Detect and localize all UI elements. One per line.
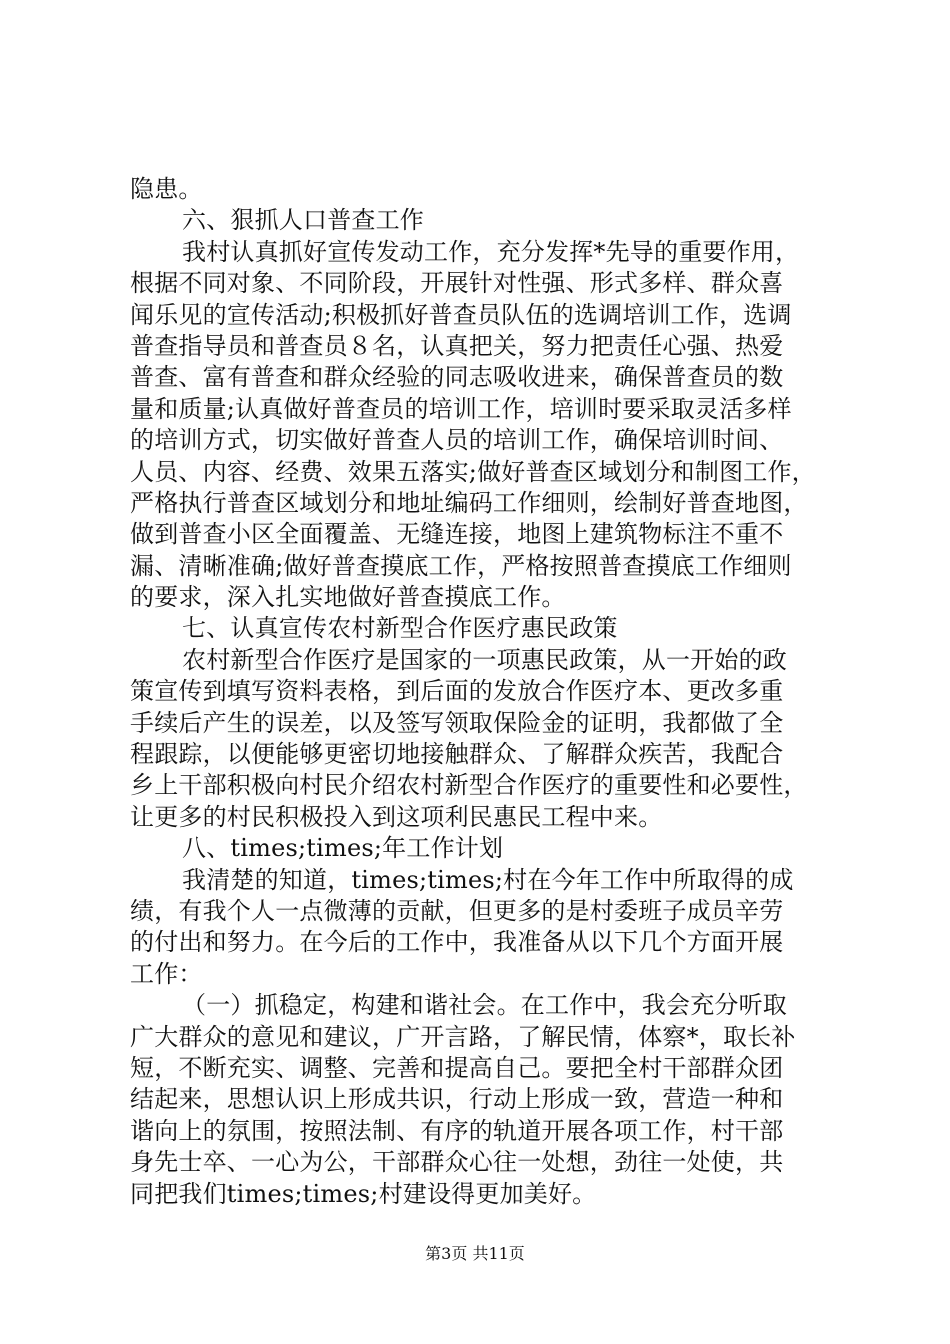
text-line: 策宣传到填写资料表格，到后面的发放合作医疗本、更改多重 (130, 677, 784, 706)
text-line: 结起来，思想认识上形成共识，行动上形成一致，营造一种和 (130, 1085, 784, 1114)
text-line: 我清楚的知道，times;times;村在今年工作中所取得的成 (182, 865, 794, 894)
text-line: 普查、富有普查和群众经验的同志吸收进来，确保普查员的数 (130, 363, 784, 392)
text-line: 漏、清晰准确;做好普查摸底工作，严格按照普查摸底工作细则 (130, 551, 792, 580)
text-line: 身先士卒、一心为公，干部群众心往一处想，劲往一处使，共 (130, 1148, 784, 1177)
text-line: 农村新型合作医疗是国家的一项惠民政策，从一开始的政 (182, 645, 787, 674)
text-line: 谐向上的氛围，按照法制、有序的轨道开展各项工作，村干部 (130, 1116, 784, 1145)
text-line: 普查指导员和普查员８名，认真把关，努力把责任心强、热爱 (130, 331, 784, 360)
text-line: 的培训方式，切实做好普查人员的培训工作，确保培训时间、 (130, 426, 784, 455)
section-heading: 六、狠抓人口普查工作 (182, 206, 424, 235)
text-line: 根据不同对象、不同阶段，开展针对性强、形式多样、群众喜 (130, 269, 784, 298)
text-line: 的付出和努力。在今后的工作中，我准备从以下几个方面开展 (130, 928, 784, 957)
text-line: 人员、内容、经费、效果五落实;做好普查区域划分和制图工作， (130, 457, 816, 486)
document-body (130, 174, 850, 1210)
text-line: 量和质量;认真做好普查员的培训工作，培训时要采取灵活多样 (130, 394, 792, 423)
text-line: 程跟踪，以便能够更密切地接触群众、了解群众疾苦，我配合 (130, 740, 784, 769)
text-line: 让更多的村民积极投入到这项利民惠民工程中来。 (130, 802, 663, 831)
text-line: 手续后产生的误差，以及签写领取保险金的证明，我都做了全 (130, 708, 784, 737)
text-line: 同把我们times;times;村建设得更加美好。 (130, 1179, 597, 1208)
text-line: 闻乐见的宣传活动;积极抓好普查员队伍的选调培训工作，选调 (130, 300, 792, 329)
text-line: 严格执行普查区域划分和地址编码工作细则，绘制好普查地图， (130, 488, 808, 517)
text-line: 的要求，深入扎实地做好普查摸底工作。 (130, 583, 566, 612)
text-line: 做到普查小区全面覆盖、无缝连接，地图上建筑物标注不重不 (130, 520, 784, 549)
text-line: 隐患。 (130, 175, 203, 203)
text-line: 短，不断充实、调整、完善和提高自己。要把全村干部群众团 (130, 1053, 784, 1082)
text-line: 广大群众的意见和建议，广开言路，了解民情，体察*，取长补 (130, 1022, 796, 1051)
text-line: 绩，有我个人一点微薄的贡献，但更多的是村委班子成员辛劳 (130, 896, 784, 925)
page-number-footer: 第3页 共11页 (425, 1244, 525, 1263)
section-heading: 七、认真宣传农村新型合作医疗惠民政策 (182, 614, 618, 643)
text-line: 我村认真抓好宣传发动工作，充分发挥*先导的重要作用， (182, 237, 800, 266)
section-heading: 八、times;times;年工作计划 (182, 834, 504, 863)
text-line: 乡上干部积极向村民介绍农村新型合作医疗的重要性和必要性， (130, 771, 808, 800)
text-line: （一）抓稳定，构建和谐社会。在工作中，我会充分听取 (182, 991, 787, 1020)
text-line: 工作： (130, 959, 203, 988)
